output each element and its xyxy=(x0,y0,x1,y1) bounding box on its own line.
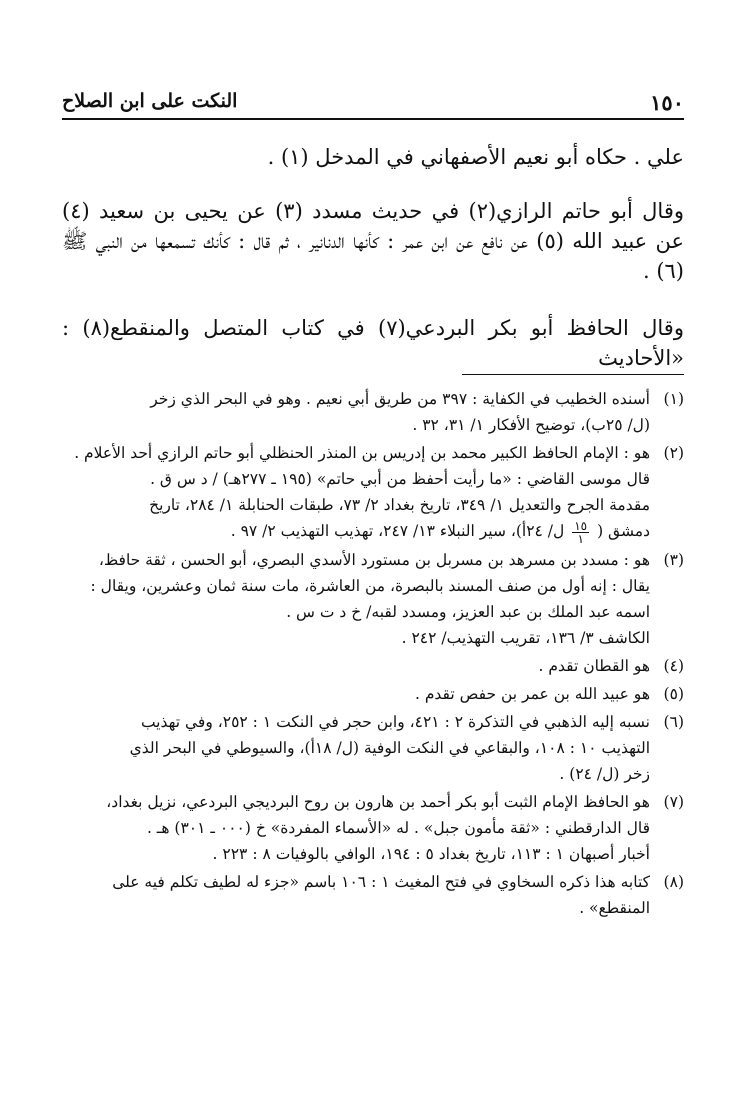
header-rule xyxy=(62,118,684,120)
footnote-line: كتابه هذا ذكره السخاوي في فتح المغيث ١ : ١٠٦ باسم «جزء له لطيف تكلم فيه على xyxy=(112,872,650,891)
footnote-number: (٦) xyxy=(663,712,684,731)
page-number: ١٥٠ xyxy=(650,90,684,115)
footnote-number: (٨) xyxy=(663,872,684,891)
body-paragraph-1: علي . حكاه أبو نعيم الأصفهاني في المدخل (١) . xyxy=(267,145,684,169)
footnote-5 xyxy=(62,681,684,707)
footnote-line: التهذيب ١٠ : ١٠٨، والبقاعي في النكت الوفية (ل/ ١٨أ)، والسيوطي في البحر الذي xyxy=(129,738,650,757)
footnote-number: (٣) xyxy=(663,550,684,569)
footnote-line: أخبار أصبهان ١ : ١١٣، تاريخ بغداد ٥ : ١٩٤، الوافي بالوفيات ٨ : ٢٢٣ . xyxy=(212,844,650,863)
footnote-line: زخر (ل/ ٢٤) . xyxy=(559,764,650,783)
folio-fraction xyxy=(572,520,589,545)
footnote-4 xyxy=(62,653,684,679)
footnote-number: (٤) xyxy=(663,656,684,675)
footnote-number: (٢) xyxy=(663,444,684,462)
footnote-1 xyxy=(62,386,684,438)
fraction-numerator: ١٥ xyxy=(574,518,588,533)
footnote-line: هو عبيد الله بن عمر بن حفص تقدم . xyxy=(414,684,650,703)
footnote-3 xyxy=(62,547,684,651)
footnote-line: قال الدارقطني : «ثقة مأمون جبل» . له «الأسماء المفردة» خ (٠٠٠ ـ ٣٠١) هـ . xyxy=(146,818,650,837)
footnote-line: هو : مسدد بن مسرهد بن مسربل بن مستورد الأسدي البصري، أبو الحسن ، ثقة حافظ، xyxy=(98,550,650,569)
footnote-separator xyxy=(462,374,684,375)
footnotes xyxy=(62,386,684,923)
body-paragraph-3: وقال الحافظ أبو بكر البردعي(٧) في كتاب المتصل والمنقطع(٨) : «الأحاديث xyxy=(62,316,684,370)
footnote-8 xyxy=(62,869,684,921)
fraction-suffix: ل/ ٢٤أ)، سير النبلاء ١٣/ ٢٤٧، تهذيب التهذيب ٢/ ٩٧ . xyxy=(230,522,565,540)
footnote-number: (٧) xyxy=(663,792,684,811)
footnote-line: أسنده الخطيب في الكفاية : ٣٩٧ من طريق أبي نعيم . وهو في البحر الذي زخر xyxy=(150,390,650,408)
footnote-line: اسمه عبد الملك بن عبد العزيز، ومسدد لقبه/ خ د ت س . xyxy=(286,602,650,621)
footnote-line: (ل/ ٢٥ب)، توضيح الأفكار ١/ ٣١، ٣٢ . xyxy=(412,416,650,434)
fraction-prefix: دمشق ( xyxy=(597,522,650,540)
footnote-6 xyxy=(62,709,684,787)
footnote-line: هو القطان تقدم . xyxy=(538,656,650,675)
page-header xyxy=(62,86,684,120)
fraction-denominator: ١ xyxy=(577,531,584,546)
footnote-line: قال موسى القاضي : «ما رأيت أحفظ من أبي حاتم» (١٩٥ ـ ٢٧٧هـ) / د س ق . xyxy=(150,470,650,488)
footnote-line: نسبه إليه الذهبي في التذكرة ٢ : ٤٢١، وابن حجر في النكت ١ : ٢٥٢، وفي تهذيب xyxy=(140,712,650,731)
footnote-7 xyxy=(62,789,684,867)
footnote-line: هو : الإمام الحافظ الكبير محمد بن إدريس بن المنذر الحنظلي أبو حاتم الرازي أحد الأعلام . xyxy=(74,444,650,462)
footnote-line: هو الحافظ الإمام الثبت أبو بكر أحمد بن هارون بن روح البرديجي البردعي، نزيل بغداد، xyxy=(106,792,650,811)
footnote-2 xyxy=(62,440,684,545)
footnote-line: مقدمة الجرح والتعديل ١/ ٣٤٩، تاريخ بغداد ٢/ ٧٣، طبقات الحنابلة ١/ ٢٨٤، تاريخ xyxy=(149,496,650,514)
footnote-number: (٥) xyxy=(663,684,684,703)
footnote-line: الكاشف ٣/ ١٣٦، تقريب التهذيب/ ٢٤٢ . xyxy=(401,628,650,647)
footnote-line: المنقطع» . xyxy=(579,898,650,917)
running-title: النكت على ابن الصلاح xyxy=(62,90,238,112)
footnote-line-with-fraction xyxy=(62,518,650,545)
footnote-number: (١) xyxy=(663,390,684,408)
body-paragraph-2: وقال أبو حاتم الرازي(٢) في حديث مسدد (٣) عن يحيى بن سعيد (٤) عن عبيد الله (٥) عن نافع عن ابن عمر : كأنها الدنانير ، ثم قال : كأنك تسمعها من النبي ﷺ (٦) . xyxy=(62,199,685,283)
footnote-line: يقال : إنه أول من صنف المسند بالبصرة، من العاشرة، مات سنة ثمان وعشرين، ويقال : xyxy=(90,576,650,595)
